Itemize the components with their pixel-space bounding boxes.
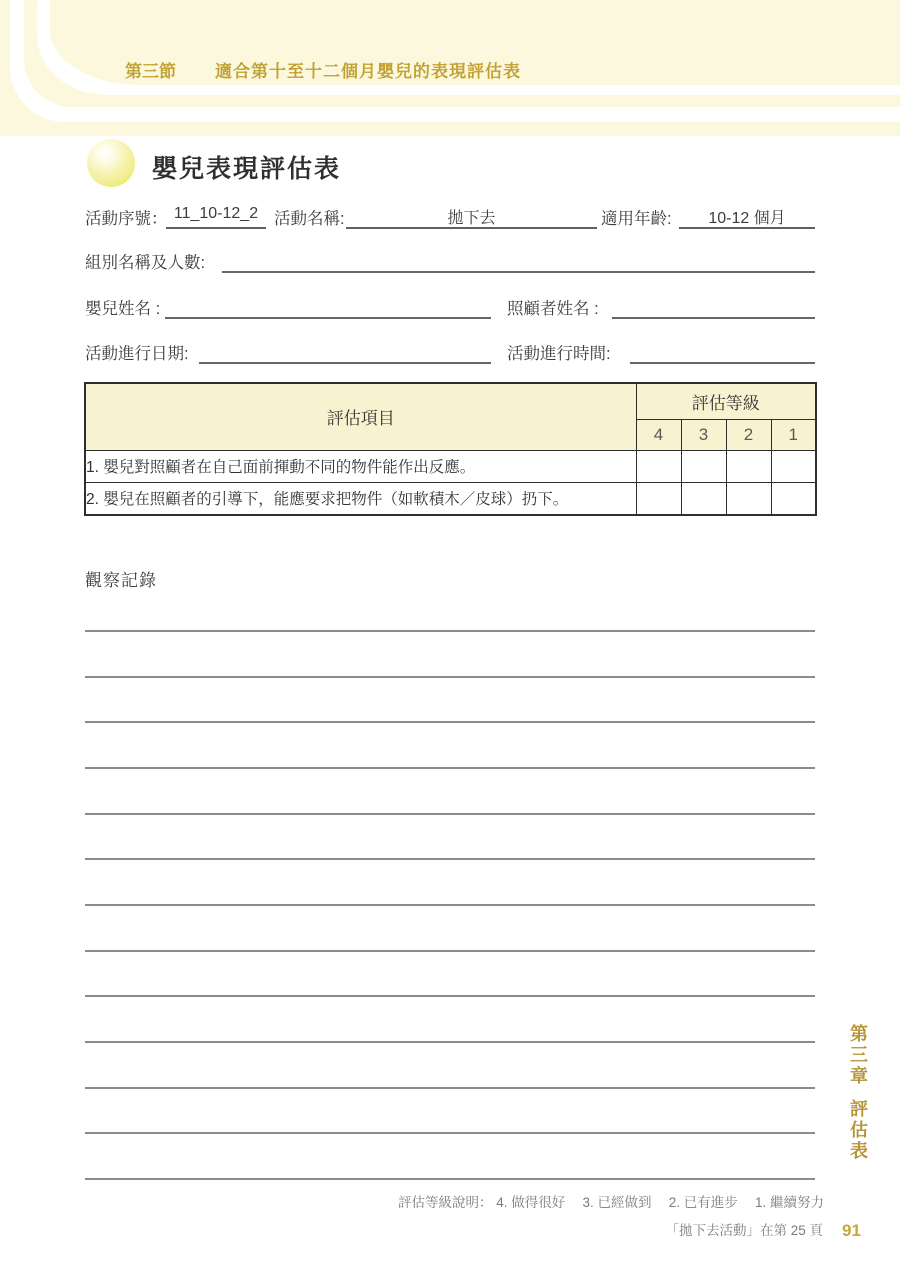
rating-cell[interactable] — [726, 450, 771, 482]
caregiver-name-label: 照顧者姓名 : — [507, 300, 599, 318]
observation-line — [85, 1087, 815, 1089]
activity-no-label: 活動序號： — [85, 210, 168, 228]
baby-name-label: 嬰兒姓名 : — [85, 300, 161, 318]
observation-line — [85, 1132, 815, 1134]
observation-label: 觀察記錄 — [85, 571, 157, 590]
assessment-item-text: 2. 嬰兒在照顧者的引導下，能應要求把物件（如軟積木／皮球）扔下。 — [85, 482, 636, 515]
activity-time-label: 活動進行時間: — [507, 345, 611, 363]
observation-line — [85, 858, 815, 860]
activity-time-field[interactable] — [630, 340, 815, 364]
rating-cell[interactable] — [681, 482, 726, 515]
age-range-label: 適用年齡: — [601, 210, 672, 228]
activity-name-label: 活動名稱: — [274, 210, 345, 228]
item-header-cell: 評估項目 — [85, 383, 636, 450]
observation-line — [85, 767, 815, 769]
observation-line — [85, 1041, 815, 1043]
observation-line — [85, 904, 815, 906]
section-number: 第三節 — [125, 62, 176, 81]
side-tab-chapter: 第三章 — [848, 1024, 868, 1087]
activity-reference: 「拋下去活動」在第 25 頁 — [665, 1223, 823, 1238]
activity-date-label: 活動進行日期: — [85, 345, 189, 363]
rating-cell[interactable] — [726, 482, 771, 515]
rating-level-1: 1 — [771, 419, 816, 450]
baby-name-field[interactable] — [165, 295, 491, 319]
observation-line — [85, 721, 815, 723]
group-field[interactable] — [222, 249, 815, 273]
rating-legend: 評估等級說明： 4. 做得很好 3. 已經做到 2. 已有進步 1. 繼續努力 — [398, 1195, 825, 1210]
assessment-item-text: 1. 嬰兒對照顧者在自己面前揮動不同的物件能作出反應。 — [85, 450, 636, 482]
activity-no-field[interactable]: 11_10-12_2 — [166, 205, 266, 229]
group-label: 組別名稱及人數: — [85, 254, 206, 272]
observation-line — [85, 1178, 815, 1180]
observation-line — [85, 950, 815, 952]
chapter-side-tab — [845, 1024, 871, 1162]
activity-date-field[interactable] — [199, 340, 491, 364]
rating-level-2: 2 — [726, 419, 771, 450]
rating-level-3: 3 — [681, 419, 726, 450]
observation-lines — [85, 630, 815, 1182]
yellow-ball-icon — [87, 139, 135, 187]
rating-cell[interactable] — [771, 482, 816, 515]
observation-line — [85, 813, 815, 815]
rating-cell[interactable] — [771, 450, 816, 482]
age-range-field[interactable]: 10-12 個月 — [679, 205, 815, 229]
table-row — [85, 482, 816, 515]
observation-line — [85, 630, 815, 632]
page-title: 嬰兒表現評估表 — [152, 155, 342, 183]
page-number: 91 — [842, 1221, 861, 1240]
side-tab-label: 評估表 — [848, 1099, 868, 1162]
caregiver-name-field[interactable] — [612, 295, 815, 319]
assessment-table — [84, 382, 817, 516]
top-banner — [0, 0, 900, 136]
table-row — [85, 450, 816, 482]
observation-line — [85, 676, 815, 678]
rating-header-cell: 評估等級 — [636, 383, 816, 419]
observation-line — [85, 995, 815, 997]
rating-cell[interactable] — [636, 482, 681, 515]
rating-cell[interactable] — [636, 450, 681, 482]
activity-name-field[interactable]: 拋下去 — [346, 205, 597, 229]
rating-cell[interactable] — [681, 450, 726, 482]
rating-level-4: 4 — [636, 419, 681, 450]
section-title: 適合第十至十二個月嬰兒的表現評估表 — [215, 62, 521, 81]
